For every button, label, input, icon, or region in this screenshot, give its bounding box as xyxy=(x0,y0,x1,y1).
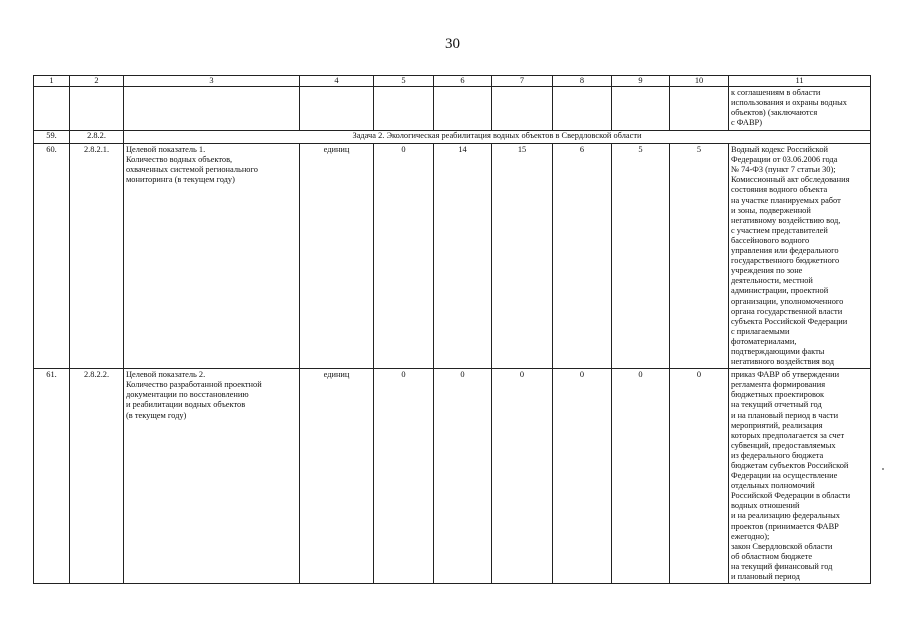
value-cell: 0 xyxy=(553,369,612,584)
row-number: 59. xyxy=(34,131,70,144)
value-cell: 0 xyxy=(374,369,434,584)
row-code: 2.8.2. xyxy=(70,131,124,144)
indicator-name: Целевой показатель 1. Количество водных объектов, охваченных системой регионального мониторинга (в текущем году) xyxy=(124,144,300,369)
scan-speck xyxy=(882,468,884,470)
table-row xyxy=(34,144,871,369)
value-cell: 0 xyxy=(374,144,434,369)
task-row xyxy=(34,131,871,144)
row-code: 2.8.2.2. xyxy=(70,369,124,584)
value-cell: 0 xyxy=(670,369,729,584)
value-cell: 6 xyxy=(553,144,612,369)
task-title: Задача 2. Экологическая реабилитация водных объектов в Свердловской области xyxy=(124,131,871,144)
value-cell: 0 xyxy=(612,369,670,584)
table-row xyxy=(34,369,871,584)
table-cell xyxy=(492,87,553,131)
table-cell xyxy=(300,87,374,131)
table-cell xyxy=(124,87,300,131)
table-cell xyxy=(670,87,729,131)
value-cell: 5 xyxy=(670,144,729,369)
continued-row xyxy=(34,87,871,131)
value-cell: 14 xyxy=(434,144,492,369)
table-cell xyxy=(34,87,70,131)
column-header: 2 xyxy=(70,76,124,87)
value-cell: 15 xyxy=(492,144,553,369)
row-code: 2.8.2.1. xyxy=(70,144,124,369)
column-header: 5 xyxy=(374,76,434,87)
row-number: 61. xyxy=(34,369,70,584)
column-header: 8 xyxy=(553,76,612,87)
indicator-name: Целевой показатель 2. Количество разработанной проектной документации по восстановлению и реабилитации водных объектов (в текущем году) xyxy=(124,369,300,584)
value-cell: 5 xyxy=(612,144,670,369)
column-header: 9 xyxy=(612,76,670,87)
column-header: 1 xyxy=(34,76,70,87)
table-cell xyxy=(70,87,124,131)
continued-source-note: к соглашениям в области использования и охраны водных объектов) (заключаются с ФАВР) xyxy=(729,87,871,131)
page-number: 30 xyxy=(445,36,460,52)
value-cell: 0 xyxy=(492,369,553,584)
table-cell xyxy=(553,87,612,131)
source-cell: приказ ФАВР об утверждении регламента формирования бюджетных проектировок на текущий отчетный год и на плановый период в части мероприятий, реализация которых предполагается за счет субвенций, предоставляемых из федерального бюджета бюджетам субъектов Российской Федерации на осуществление отдельных полномочий Российской Федерации в области водных отношений и на реализацию федеральных проектов (принимается ФАВР ежегодно); закон Свердловской области об областном бюджете на текущий финансовый год и плановый период xyxy=(729,369,871,584)
row-number: 60. xyxy=(34,144,70,369)
table-cell xyxy=(374,87,434,131)
column-header: 11 xyxy=(729,76,871,87)
column-header: 10 xyxy=(670,76,729,87)
table-cell xyxy=(612,87,670,131)
column-header: 3 xyxy=(124,76,300,87)
column-header: 7 xyxy=(492,76,553,87)
table-cell xyxy=(434,87,492,131)
source-cell: Водный кодекс Российской Федерации от 03.06.2006 года № 74-ФЗ (пункт 7 статьи 30); Комиссионный акт обследования состояния водного объекта на участке планируемых работ и зоны, подверженной негативному воздействию вод, с участием представителей бассейнового водного управления или федерального государственного бюджетного учреждения по зоне деятельности, местной администрации, проектной организации, уполномоченного органа государственной власти субъекта Российской Федерации с прилагаемыми фотоматериалами, подтверждающими факты негативного воздействия вод xyxy=(729,144,871,369)
column-header: 6 xyxy=(434,76,492,87)
value-cell: 0 xyxy=(434,369,492,584)
column-header: 4 xyxy=(300,76,374,87)
column-numbers-row xyxy=(34,76,871,87)
unit-cell: единиц xyxy=(300,144,374,369)
indicators-table xyxy=(33,75,871,584)
unit-cell: единиц xyxy=(300,369,374,584)
